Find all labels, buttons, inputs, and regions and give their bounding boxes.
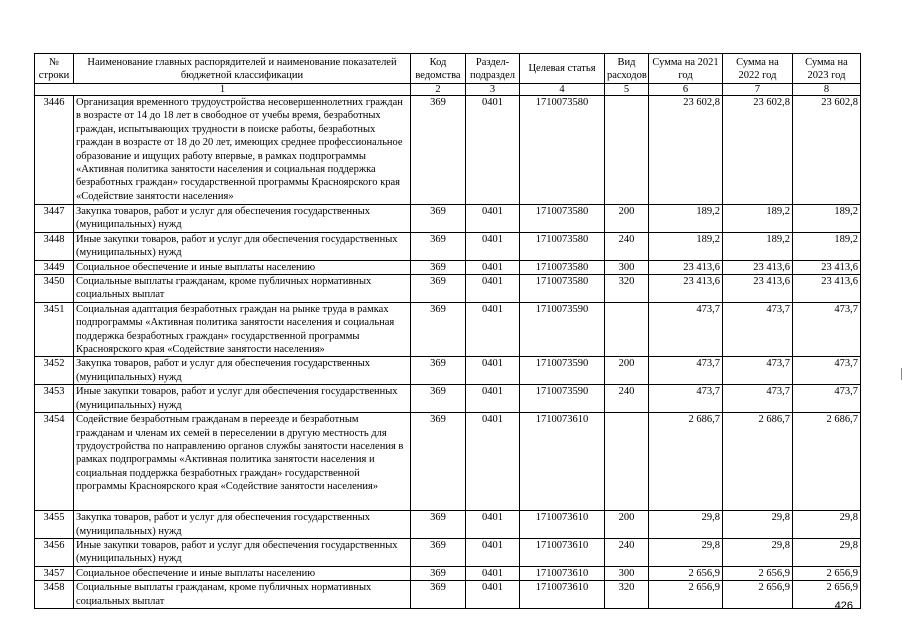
row-sum-2023: 2 656,9 <box>793 566 861 580</box>
table-row <box>35 302 861 357</box>
row-sum-2023: 23 413,6 <box>793 260 861 274</box>
row-section: 0401 <box>466 566 520 580</box>
table-row <box>35 385 861 413</box>
row-name: Иные закупки товаров, работ и услуг для обеспечения государственных (муниципальных) нужд <box>74 385 411 413</box>
row-target-article: 1710073590 <box>520 385 605 413</box>
row-name: Социальное обеспечение и иные выплаты населению <box>74 566 411 580</box>
row-number: 3457 <box>35 566 74 580</box>
row-name: Социальное обеспечение и иные выплаты населению <box>74 260 411 274</box>
column-number: 6 <box>649 84 723 96</box>
row-number: 3458 <box>35 581 74 609</box>
header-sum-2022: Сумма на 2022 год <box>723 54 793 84</box>
row-target-article: 1710073580 <box>520 96 605 205</box>
row-expense-type: 240 <box>605 385 649 413</box>
row-section: 0401 <box>466 538 520 566</box>
row-number: 3446 <box>35 96 74 205</box>
row-sum-2021: 473,7 <box>649 357 723 385</box>
row-sum-2021: 23 413,6 <box>649 275 723 303</box>
row-sum-2021: 189,2 <box>649 232 723 260</box>
column-number: 4 <box>520 84 605 96</box>
row-section: 0401 <box>466 385 520 413</box>
header-section: Раздел-подраздел <box>466 54 520 84</box>
row-target-article: 1710073610 <box>520 413 605 511</box>
row-sum-2022: 29,8 <box>723 511 793 539</box>
column-number: 1 <box>35 84 411 96</box>
table-row <box>35 205 861 233</box>
row-sum-2021: 23 602,8 <box>649 96 723 205</box>
row-sum-2021: 2 686,7 <box>649 413 723 511</box>
row-sum-2023: 2 656,9 <box>793 581 861 609</box>
row-department-code: 369 <box>411 96 466 205</box>
column-number: 8 <box>793 84 861 96</box>
row-sum-2022: 23 413,6 <box>723 260 793 274</box>
row-sum-2022: 473,7 <box>723 385 793 413</box>
row-sum-2022: 189,2 <box>723 232 793 260</box>
row-expense-type: 200 <box>605 357 649 385</box>
column-number: 2 <box>411 84 466 96</box>
row-target-article: 1710073580 <box>520 205 605 233</box>
row-target-article: 1710073590 <box>520 357 605 385</box>
page-number: 426 <box>834 600 853 612</box>
row-name: Социальные выплаты гражданам, кроме публичных нормативных социальных выплат <box>74 275 411 303</box>
budget-table <box>34 53 861 609</box>
row-sum-2023: 2 686,7 <box>793 413 861 511</box>
row-number: 3452 <box>35 357 74 385</box>
row-target-article: 1710073610 <box>520 581 605 609</box>
row-number: 3454 <box>35 413 74 511</box>
row-sum-2023: 189,2 <box>793 232 861 260</box>
row-expense-type: 300 <box>605 260 649 274</box>
header-row <box>35 54 861 84</box>
row-section: 0401 <box>466 260 520 274</box>
row-name: Социальные выплаты гражданам, кроме публичных нормативных социальных выплат <box>74 581 411 609</box>
row-sum-2023: 23 413,6 <box>793 275 861 303</box>
row-expense-type: 200 <box>605 205 649 233</box>
row-department-code: 369 <box>411 385 466 413</box>
scan-artifact-mark <box>901 368 902 380</box>
table-row <box>35 538 861 566</box>
row-number: 3448 <box>35 232 74 260</box>
row-sum-2022: 473,7 <box>723 357 793 385</box>
row-department-code: 369 <box>411 205 466 233</box>
row-target-article: 1710073590 <box>520 302 605 357</box>
row-department-code: 369 <box>411 581 466 609</box>
row-department-code: 369 <box>411 538 466 566</box>
table-row <box>35 96 861 205</box>
row-number: 3455 <box>35 511 74 539</box>
row-number: 3449 <box>35 260 74 274</box>
row-expense-type <box>605 96 649 205</box>
row-department-code: 369 <box>411 357 466 385</box>
row-sum-2021: 29,8 <box>649 511 723 539</box>
row-sum-2021: 2 656,9 <box>649 581 723 609</box>
row-sum-2022: 2 656,9 <box>723 566 793 580</box>
row-name: Закупка товаров, работ и услуг для обеспечения государственных (муниципальных) нужд <box>74 357 411 385</box>
header-department-code: Код ведомства <box>411 54 466 84</box>
column-number: 5 <box>605 84 649 96</box>
row-name: Содействие безработным гражданам в переезде и безработным гражданам и членам их семей в переселении в другую местность для трудоустройства по направлению органов службы занятости населения в рамках подпрограммы «Активная политика занятости населения и социальная поддержка безработных граждан» государственной программы Красноярского края «Содействие занятости населения» <box>74 413 411 511</box>
row-sum-2021: 29,8 <box>649 538 723 566</box>
table-row <box>35 413 861 511</box>
row-sum-2022: 473,7 <box>723 302 793 357</box>
row-department-code: 369 <box>411 511 466 539</box>
header-sum-2023: Сумма на 2023 год <box>793 54 861 84</box>
row-name: Социальная адаптация безработных граждан на рынке труда в рамках подпрограммы «Активная политика занятости населения и социальная поддержка безработных граждан» государственной программы Красноярского края «Содействие занятости населения» <box>74 302 411 357</box>
row-name: Закупка товаров, работ и услуг для обеспечения государственных (муниципальных) нужд <box>74 511 411 539</box>
row-section: 0401 <box>466 275 520 303</box>
column-number: 7 <box>723 84 793 96</box>
row-department-code: 369 <box>411 566 466 580</box>
row-department-code: 369 <box>411 302 466 357</box>
row-expense-type <box>605 413 649 511</box>
header-name: Наименование главных распорядителей и наименование показателей бюджетной классификации <box>74 54 411 84</box>
row-sum-2023: 473,7 <box>793 302 861 357</box>
row-target-article: 1710073580 <box>520 275 605 303</box>
row-department-code: 369 <box>411 413 466 511</box>
row-sum-2022: 2 656,9 <box>723 581 793 609</box>
header-sum-2021: Сумма на 2021 год <box>649 54 723 84</box>
row-target-article: 1710073610 <box>520 566 605 580</box>
row-target-article: 1710073610 <box>520 511 605 539</box>
table-row <box>35 566 861 580</box>
row-sum-2021: 23 413,6 <box>649 260 723 274</box>
row-sum-2023: 29,8 <box>793 538 861 566</box>
table-row <box>35 581 861 609</box>
row-number: 3453 <box>35 385 74 413</box>
row-number: 3450 <box>35 275 74 303</box>
row-section: 0401 <box>466 232 520 260</box>
row-sum-2021: 473,7 <box>649 302 723 357</box>
table-row <box>35 232 861 260</box>
row-expense-type: 240 <box>605 538 649 566</box>
header-row-number: № строки <box>35 54 74 84</box>
row-number: 3456 <box>35 538 74 566</box>
row-section: 0401 <box>466 357 520 385</box>
row-name: Иные закупки товаров, работ и услуг для обеспечения государственных (муниципальных) нужд <box>74 538 411 566</box>
row-sum-2021: 473,7 <box>649 385 723 413</box>
row-expense-type <box>605 302 649 357</box>
table-row <box>35 275 861 303</box>
row-expense-type: 300 <box>605 566 649 580</box>
row-section: 0401 <box>466 96 520 205</box>
row-sum-2023: 29,8 <box>793 511 861 539</box>
row-name: Организация временного трудоустройства несовершеннолетних граждан в возрасте от 14 до 18 лет в свободное от учебы время, безработных граждан, испытывающих трудности в поиске работы, безработных граждан в возрасте от 18 до 20 лет, имеющих среднее профессиональное образование и ищущих работу впервые, в рамках подпрограммы «Активная политика занятости населения и социальная поддержка безработных граждан» государственной программы Красноярского края «Содействие занятости населения» <box>74 96 411 205</box>
row-sum-2022: 23 602,8 <box>723 96 793 205</box>
row-department-code: 369 <box>411 260 466 274</box>
column-number-row <box>35 84 861 96</box>
column-number: 3 <box>466 84 520 96</box>
row-expense-type: 320 <box>605 581 649 609</box>
row-section: 0401 <box>466 511 520 539</box>
row-sum-2022: 29,8 <box>723 538 793 566</box>
row-sum-2021: 2 656,9 <box>649 566 723 580</box>
table-row <box>35 260 861 274</box>
row-sum-2021: 189,2 <box>649 205 723 233</box>
row-department-code: 369 <box>411 275 466 303</box>
row-sum-2023: 23 602,8 <box>793 96 861 205</box>
row-number: 3447 <box>35 205 74 233</box>
row-name: Закупка товаров, работ и услуг для обеспечения государственных (муниципальных) нужд <box>74 205 411 233</box>
header-target-article: Целевая статья <box>520 54 605 84</box>
row-expense-type: 320 <box>605 275 649 303</box>
table-row <box>35 511 861 539</box>
row-sum-2022: 189,2 <box>723 205 793 233</box>
row-sum-2022: 2 686,7 <box>723 413 793 511</box>
row-section: 0401 <box>466 413 520 511</box>
row-expense-type: 200 <box>605 511 649 539</box>
row-sum-2022: 23 413,6 <box>723 275 793 303</box>
row-section: 0401 <box>466 205 520 233</box>
row-name: Иные закупки товаров, работ и услуг для обеспечения государственных (муниципальных) нужд <box>74 232 411 260</box>
row-section: 0401 <box>466 581 520 609</box>
row-target-article: 1710073610 <box>520 538 605 566</box>
row-number: 3451 <box>35 302 74 357</box>
row-target-article: 1710073580 <box>520 232 605 260</box>
row-expense-type: 240 <box>605 232 649 260</box>
row-section: 0401 <box>466 302 520 357</box>
row-department-code: 369 <box>411 232 466 260</box>
row-sum-2023: 473,7 <box>793 385 861 413</box>
row-sum-2023: 473,7 <box>793 357 861 385</box>
row-target-article: 1710073580 <box>520 260 605 274</box>
header-expense-type: Вид расходов <box>605 54 649 84</box>
row-sum-2023: 189,2 <box>793 205 861 233</box>
table-row <box>35 357 861 385</box>
